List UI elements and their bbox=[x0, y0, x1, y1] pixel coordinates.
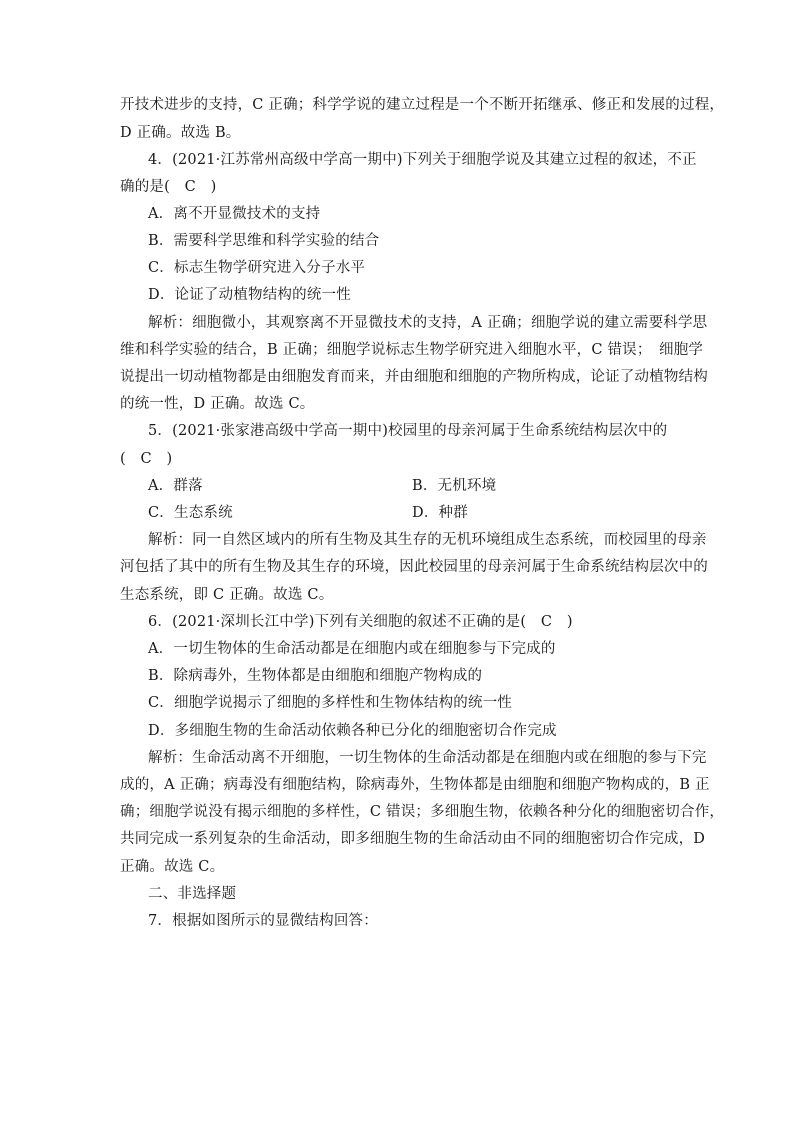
option-d: D．论证了动植物结构的统一性 bbox=[148, 287, 351, 303]
question-7-stem: 7．根据如图所示的显微结构回答： bbox=[148, 913, 378, 929]
text-line: D 正确。故选 B。 bbox=[120, 125, 241, 141]
explanation-6: 成的，A 正确；病毒没有细胞结构，除病毒外，生物体都是由细胞和细胞产物构成的，B 正 bbox=[120, 777, 710, 793]
section-heading: 二、非选择题 bbox=[148, 886, 237, 902]
option-b: B．需要科学思维和科学实验的结合 bbox=[148, 233, 380, 249]
question-6-stem: 6．(2021·深圳长江中学)下列有关细胞的叙述不正确的是( C ) bbox=[148, 614, 573, 630]
question-4-stem: 4．(2021·江苏常州高级中学高一期中)下列关于细胞学说及其建立过程的叙述，不正 bbox=[148, 152, 697, 168]
explanation-5: 生态系统，即 C 正确。故选 C。 bbox=[120, 587, 334, 603]
question-5-stem: ( C ) bbox=[120, 451, 173, 467]
option-c: C．生态系统 bbox=[148, 505, 233, 521]
explanation-5: 河包括了其中的所有生物及其生存的环境，因此校园里的母亲河属于生命系统结构层次中的 bbox=[120, 559, 708, 575]
option-a: A．一切生物体的生命活动都是在细胞内或在细胞参与下完成的 bbox=[148, 641, 556, 657]
explanation-4: 的统一性，D 正确。故选 C。 bbox=[120, 396, 315, 412]
option-c: C．细胞学说揭示了细胞的多样性和生物体结构的统一性 bbox=[148, 695, 513, 711]
option-b: B．无机环境 bbox=[412, 478, 497, 494]
text-line: 开技术进步的支持，C 正确；科学学说的建立过程是一个不断开拓继承、修正和发展的过程， bbox=[120, 97, 725, 113]
question-4-stem: 确的是( C ) bbox=[120, 179, 217, 195]
explanation-4: 说提出一切动植物都是由细胞发育而来，并由细胞和细胞的产物所构成，论证了动植物结构 bbox=[120, 369, 708, 385]
question-5-stem: 5．(2021·张家港高级中学高一期中)校园里的母亲河属于生命系统结构层次中的 bbox=[148, 423, 668, 439]
option-a: A．离不开显微技术的支持 bbox=[148, 206, 321, 222]
option-a: A．群落 bbox=[148, 478, 203, 494]
option-d: D．多细胞生物的生命活动依赖各种已分化的细胞密切合作完成 bbox=[148, 723, 557, 739]
explanation-6: 共同完成一系列复杂的生命活动，即多细胞生物的生命活动由不同的细胞密切合作完成，D bbox=[120, 831, 706, 847]
explanation-4: 解析：细胞微小，其观察离不开显微技术的支持，A 正确；细胞学说的建立需要科学思 bbox=[148, 315, 708, 331]
option-c: C．标志生物学研究进入分子水平 bbox=[148, 260, 366, 276]
explanation-6: 解析：生命活动离不开细胞，一切生物体的生命活动都是在细胞内或在细胞的参与下完 bbox=[148, 750, 707, 766]
explanation-4: 维和科学实验的结合，B 正确；细胞学说标志生物学研究进入细胞水平，C 错误； 细胞学 bbox=[120, 342, 704, 358]
explanation-6: 正确。故选 C。 bbox=[120, 859, 225, 875]
explanation-5: 解析：同一自然区域内的所有生物及其生存的无机环境组成生态系统，而校园里的母亲 bbox=[148, 532, 707, 548]
explanation-6: 确；细胞学说没有揭示细胞的多样性，C 错误；多细胞生物，依赖各种分化的细胞密切合作， bbox=[120, 804, 725, 820]
option-b: B．除病毒外，生物体都是由细胞和细胞产物构成的 bbox=[148, 668, 483, 684]
option-d: D．种群 bbox=[412, 505, 468, 521]
